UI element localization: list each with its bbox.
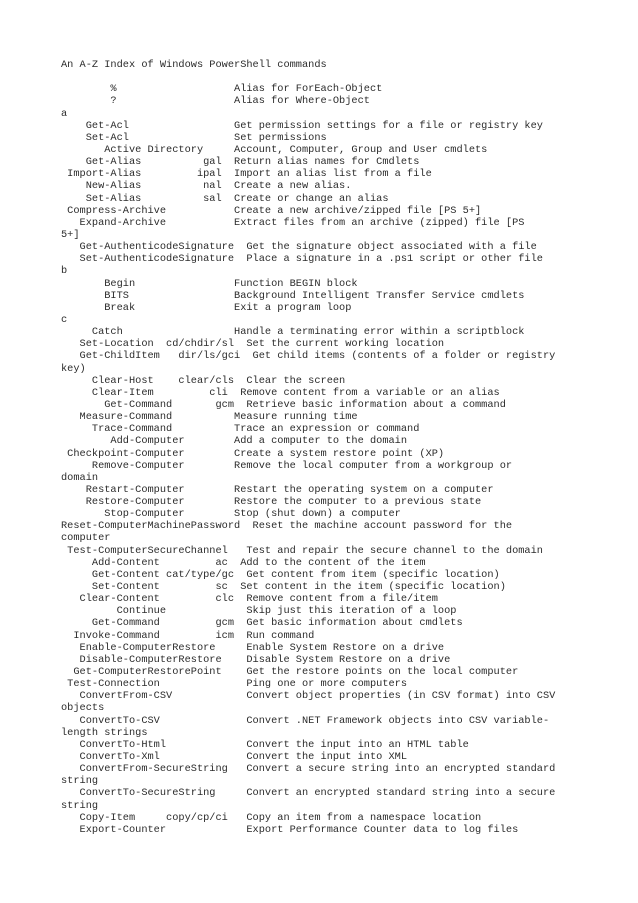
text-line: Active Directory Account, Computer, Group and User cmdlets: [61, 143, 488, 156]
text-line: New-Alias nal Create a new alias.: [61, 180, 352, 193]
text-line: Clear-Item cli Remove content from a variable or an alias: [61, 386, 500, 399]
text-line: Add-Computer Add a computer to the domain: [61, 435, 408, 448]
text-line: Trace-Command Trace an expression or command: [61, 423, 420, 436]
text-line: domain: [61, 471, 99, 484]
text-line: Disable-ComputerRestore Disable System Restore on a drive: [61, 653, 451, 666]
text-line: Get-Command gcm Get basic information about cmdlets: [61, 617, 463, 630]
text-line: Restore-Computer Restore the computer to a previous state: [61, 496, 482, 509]
text-line: Test-ComputerSecureChannel Test and repair the secure channel to the domain: [61, 544, 543, 557]
text-line: Get-ComputerRestorePoint Get the restore points on the local computer: [61, 666, 519, 679]
text-line: [61, 71, 555, 83]
text-line: 5+]: [61, 228, 80, 241]
text-line: ConvertTo-CSV Convert .NET Framework objects into CSV variable-: [61, 714, 550, 727]
text-line: Measure-Command Measure running time: [61, 411, 358, 424]
text-line: ConvertTo-Xml Convert the input into XML: [61, 751, 408, 764]
text-line: BITS Background Intelligent Transfer Service cmdlets: [61, 289, 525, 302]
text-line: Reset-ComputerMachinePassword Reset the machine account password for the: [61, 520, 513, 533]
text-line: Catch Handle a terminating error within a scriptblock: [61, 326, 525, 339]
text-line: b: [61, 265, 68, 278]
text-line: Set-AuthenticodeSignature Place a signature in a .ps1 script or other file: [61, 253, 543, 266]
text-line: Restart-Computer Restart the operating system on a computer: [61, 483, 494, 496]
text-line: Stop-Computer Stop (shut down) a computer: [61, 508, 401, 521]
text-line: string: [61, 799, 99, 812]
text-line: Checkpoint-Computer Create a system restore point (XP): [61, 447, 445, 460]
text-line: Import-Alias ipal Import an alias list from a file: [61, 168, 432, 181]
text-line: % Alias for ForEach-Object: [61, 83, 383, 96]
text-line: Enable-ComputerRestore Enable System Restore on a drive: [61, 641, 445, 654]
text-line: ConvertFrom-SecureString Convert a secure string into an encrypted standard: [61, 763, 556, 776]
text-line: Clear-Content clc Remove content from a file/item: [61, 593, 438, 606]
text-line: string: [61, 775, 99, 788]
text-line: Add-Content ac Add to the content of the item: [61, 556, 426, 569]
text-line: ConvertFrom-CSV Convert object properties (in CSV format) into CSV: [61, 690, 556, 703]
text-line: Expand-Archive Extract files from an archive (zipped) file [PS: [61, 216, 525, 229]
text-line: Compress-Archive Create a new archive/zipped file [PS 5+]: [61, 204, 482, 217]
text-line: ConvertTo-Html Convert the input into an HTML table: [61, 738, 469, 751]
text-line: Set-Acl Set permissions: [61, 131, 327, 144]
command-index-text: [61, 59, 555, 836]
text-line: Clear-Host clear/cls Clear the screen: [61, 374, 346, 387]
text-line: Set-Location cd/chdir/sl Set the current working location: [61, 338, 445, 351]
text-line: objects: [61, 702, 105, 715]
text-line: a: [61, 107, 68, 120]
text-line: Get-AuthenticodeSignature Get the signature object associated with a file: [61, 241, 537, 254]
text-line: Invoke-Command icm Run command: [61, 629, 315, 642]
text-line: Export-Counter Export Performance Counter data to log files: [61, 823, 519, 836]
text-line: Copy-Item copy/cp/ci Copy an item from a namespace location: [61, 811, 482, 824]
text-line: Remove-Computer Remove the local computer from a workgroup or: [61, 459, 513, 472]
text-line: c: [61, 313, 68, 326]
text-line: Begin Function BEGIN block: [61, 277, 358, 290]
text-line: Break Exit a program loop: [61, 301, 352, 314]
text-line: key): [61, 362, 86, 375]
text-line: Get-Content cat/type/gc Get content from item (specific location): [61, 568, 500, 581]
text-line: Set-Alias sal Create or change an alias: [61, 192, 389, 205]
text-line: Get-Alias gal Return alias names for Cmdlets: [61, 156, 420, 169]
text-line: ? Alias for Where-Object: [61, 95, 370, 108]
text-line: ConvertTo-SecureString Convert an encrypted standard string into a secure: [61, 787, 556, 800]
text-line: computer: [61, 532, 111, 545]
page-title: An A-Z Index of Windows PowerShell commands: [61, 59, 327, 71]
text-line: Get-ChildItem dir/ls/gci Get child items (contents of a folder or registry: [61, 350, 556, 363]
text-line: length strings: [61, 726, 148, 739]
text-line: Set-Content sc Set content in the item (specific location): [61, 581, 506, 594]
text-line: Test-Connection Ping one or more computers: [61, 678, 408, 691]
text-line: Continue Skip just this iteration of a loop: [61, 605, 457, 618]
text-line: Get-Acl Get permission settings for a file or registry key: [61, 119, 543, 132]
text-line: Get-Command gcm Retrieve basic information about a command: [61, 398, 506, 411]
